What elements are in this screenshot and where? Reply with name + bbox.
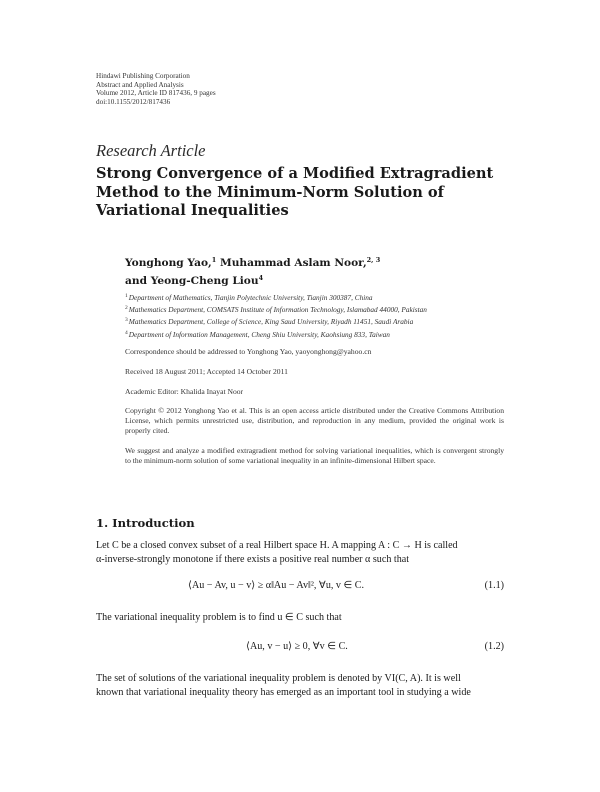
equation-number: (1.1) bbox=[484, 580, 504, 591]
journal-header bbox=[96, 72, 396, 106]
intro-paragraph-3 bbox=[96, 672, 504, 701]
author-name: Yonghong Yao, bbox=[125, 257, 212, 269]
intro-paragraph-1 bbox=[96, 539, 504, 568]
author-line bbox=[125, 253, 380, 271]
author-name: Yeong-Cheng Liou bbox=[150, 275, 259, 287]
equation-formula: ⟨Au, v − u⟩ ≥ 0, ∀v ∈ C. bbox=[246, 641, 348, 652]
affiliation-marker: 3 bbox=[125, 317, 128, 324]
text-line: known that variational inequality theory has emerged as an important tool in studying a wide bbox=[96, 687, 471, 699]
title-line: Method to the Minimum-Norm Solution of bbox=[96, 183, 444, 201]
publisher-line: Hindawi Publishing Corporation bbox=[96, 72, 190, 80]
affiliation-text: Mathematics Department, College of Science, King Saud University, Riyadh 11451, Saudi Arabia bbox=[128, 317, 414, 327]
correspondence-note: Correspondence should be addressed to Yonghong Yao, yaoyonghong@yahoo.cn bbox=[125, 347, 372, 356]
author-affil-marker: 1 bbox=[211, 256, 217, 264]
equation-1-2 bbox=[96, 641, 504, 657]
text-line: α-inverse-strongly monotone if there exists a positive real number α such that bbox=[96, 554, 410, 566]
affiliation-text: Department of Mathematics, Tianjin Polytechnic University, Tianjin 300387, China bbox=[128, 293, 373, 302]
affiliation-text: Mathematics Department, COMSATS Institute of Information Technology, Islamabad 44000, Pakistan bbox=[128, 305, 427, 315]
author-conjunction: and bbox=[125, 275, 147, 287]
affiliation-marker: 1 bbox=[125, 293, 128, 299]
text-line: The set of solutions of the variational inequality problem is denoted by VI(C, A). It is well bbox=[96, 673, 461, 684]
author-affil-marker: 2, 3 bbox=[366, 256, 381, 264]
intro-paragraph-2 bbox=[96, 611, 504, 625]
affiliation-text: Department of Information Management, Cheng Shiu University, Kaohsiung 833, Taiwan bbox=[128, 329, 390, 339]
author-affil-marker: 4 bbox=[258, 274, 264, 282]
text-line: Let C be a closed convex subset of a real Hilbert space H. A mapping A : C → H is called bbox=[96, 540, 458, 551]
journal-line: Abstract and Applied Analysis bbox=[96, 80, 184, 89]
academic-editor: Academic Editor: Khalida Inayat Noor bbox=[125, 387, 244, 396]
affiliation-item bbox=[125, 303, 427, 315]
copyright-notice: Copyright © 2012 Yonghong Yao et al. This is an open access article distributed under the Creative Commons Attribution License, which permits unrestricted use, distribution, and reproduction in any medium, provided the original work is properly cited. bbox=[125, 406, 504, 436]
author-list bbox=[125, 253, 380, 289]
received-accepted-dates: Received 18 August 2011; Accepted 14 October 2011 bbox=[125, 367, 288, 376]
affiliation-item bbox=[125, 291, 427, 303]
affiliation-marker: 2 bbox=[125, 305, 128, 312]
affiliation-marker: 4 bbox=[125, 329, 128, 336]
affiliation-list bbox=[125, 291, 427, 340]
title-line: Variational Inequalities bbox=[96, 202, 289, 220]
author-line bbox=[125, 271, 380, 289]
doi-line[interactable]: doi:10.1155/2012/817436 bbox=[96, 97, 171, 106]
equation-number: (1.2) bbox=[484, 641, 504, 652]
article-type: Research Article bbox=[96, 141, 206, 160]
section-heading: 1. Introduction bbox=[96, 516, 195, 530]
affiliation-item bbox=[125, 315, 427, 327]
equation-formula: ⟨Au − Av, u − v⟩ ≥ α‖Au − Av‖², ∀u, v ∈ C. bbox=[188, 580, 365, 591]
affiliation-item bbox=[125, 328, 427, 340]
title-line: Strong Convergence of a Modified Extragradient bbox=[96, 165, 494, 182]
author-name: Muhammad Aslam Noor, bbox=[219, 257, 367, 269]
paper-title bbox=[96, 165, 516, 221]
abstract: We suggest and analyze a modified extragradient method for solving variational inequalities, which is convergent strongly to the minimum-norm solution of some variational inequality in an infinite-dimensional Hilbert space. bbox=[125, 446, 504, 466]
volume-line: Volume 2012, Article ID 817436, 9 pages bbox=[96, 89, 216, 98]
equation-1-1 bbox=[96, 580, 504, 596]
text-line: The variational inequality problem is to find u ∈ C such that bbox=[96, 612, 342, 623]
